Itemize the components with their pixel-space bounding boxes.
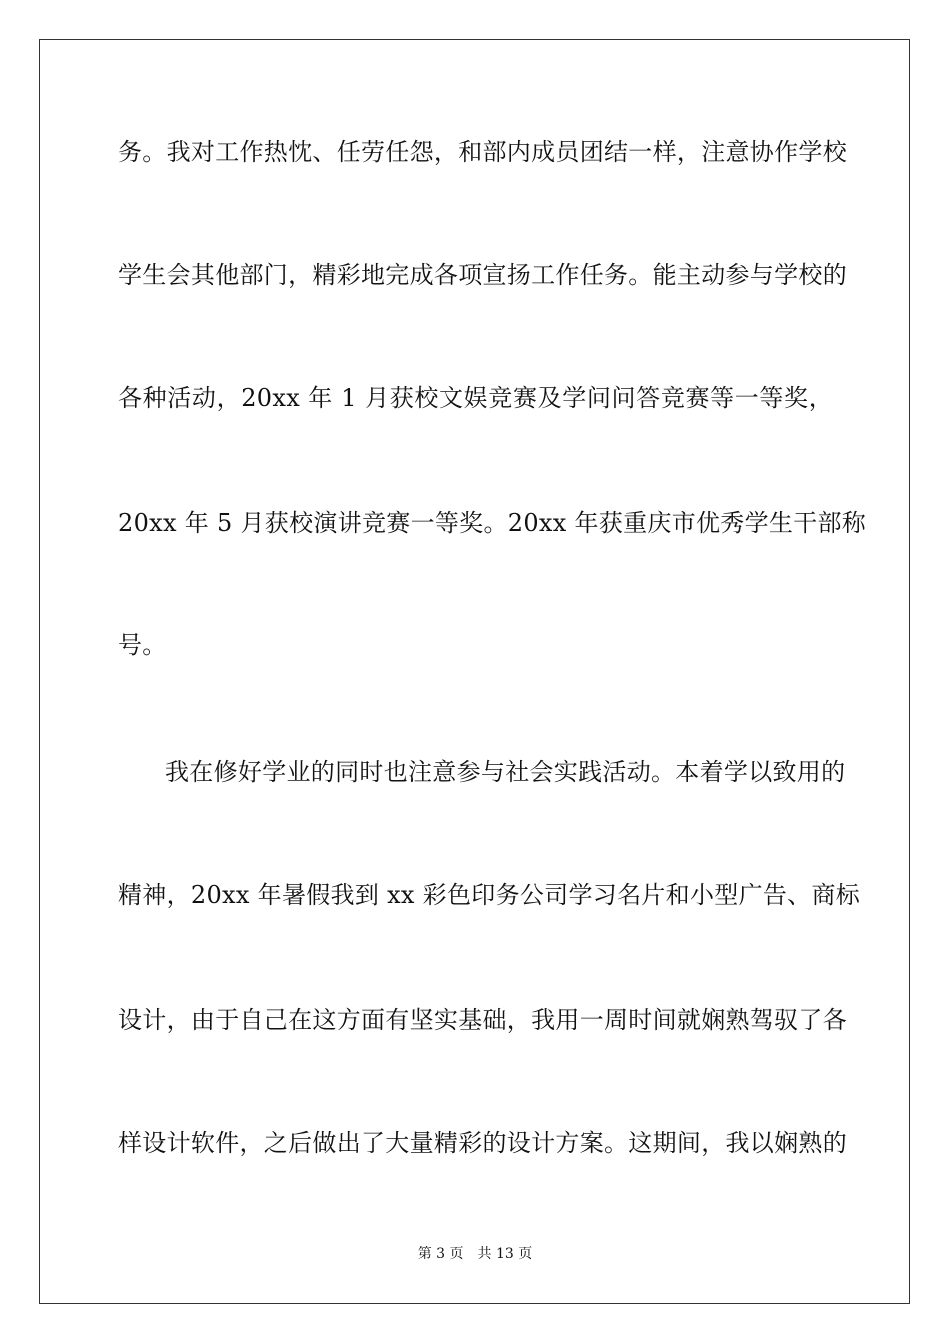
body-text-line: 我在修好学业的同时也注意参与社会实践活动。本着学以致用的: [165, 758, 846, 786]
page-border: [39, 39, 910, 1304]
page-total: 共 13 页: [477, 1246, 533, 1262]
page-number: 第 3 页: [417, 1246, 464, 1262]
page-footer: [0, 1245, 950, 1263]
body-text-line: 各种活动，20xx 年 1 月获校文娱竞赛及学问问答竞赛等一等奖，: [118, 384, 833, 412]
body-text-line: 务。我对工作热忱、任劳任怨，和部内成员团结一样，注意协作学校: [118, 138, 847, 166]
body-text-line: 精神，20xx 年暑假我到 xx 彩色印务公司学习名片和小型广告、商标: [118, 881, 861, 909]
body-text-line: 设计，由于自己在这方面有坚实基础，我用一周时间就娴熟驾驭了各: [118, 1006, 847, 1034]
body-text-line: 号。: [118, 631, 167, 659]
body-text-line: 样设计软件，之后做出了大量精彩的设计方案。这期间，我以娴熟的: [118, 1129, 847, 1157]
body-text-line: 20xx 年 5 月获校演讲竞赛一等奖。20xx 年获重庆市优秀学生干部称: [118, 509, 867, 537]
body-text-line: 学生会其他部门，精彩地完成各项宣扬工作任务。能主动参与学校的: [118, 261, 847, 289]
